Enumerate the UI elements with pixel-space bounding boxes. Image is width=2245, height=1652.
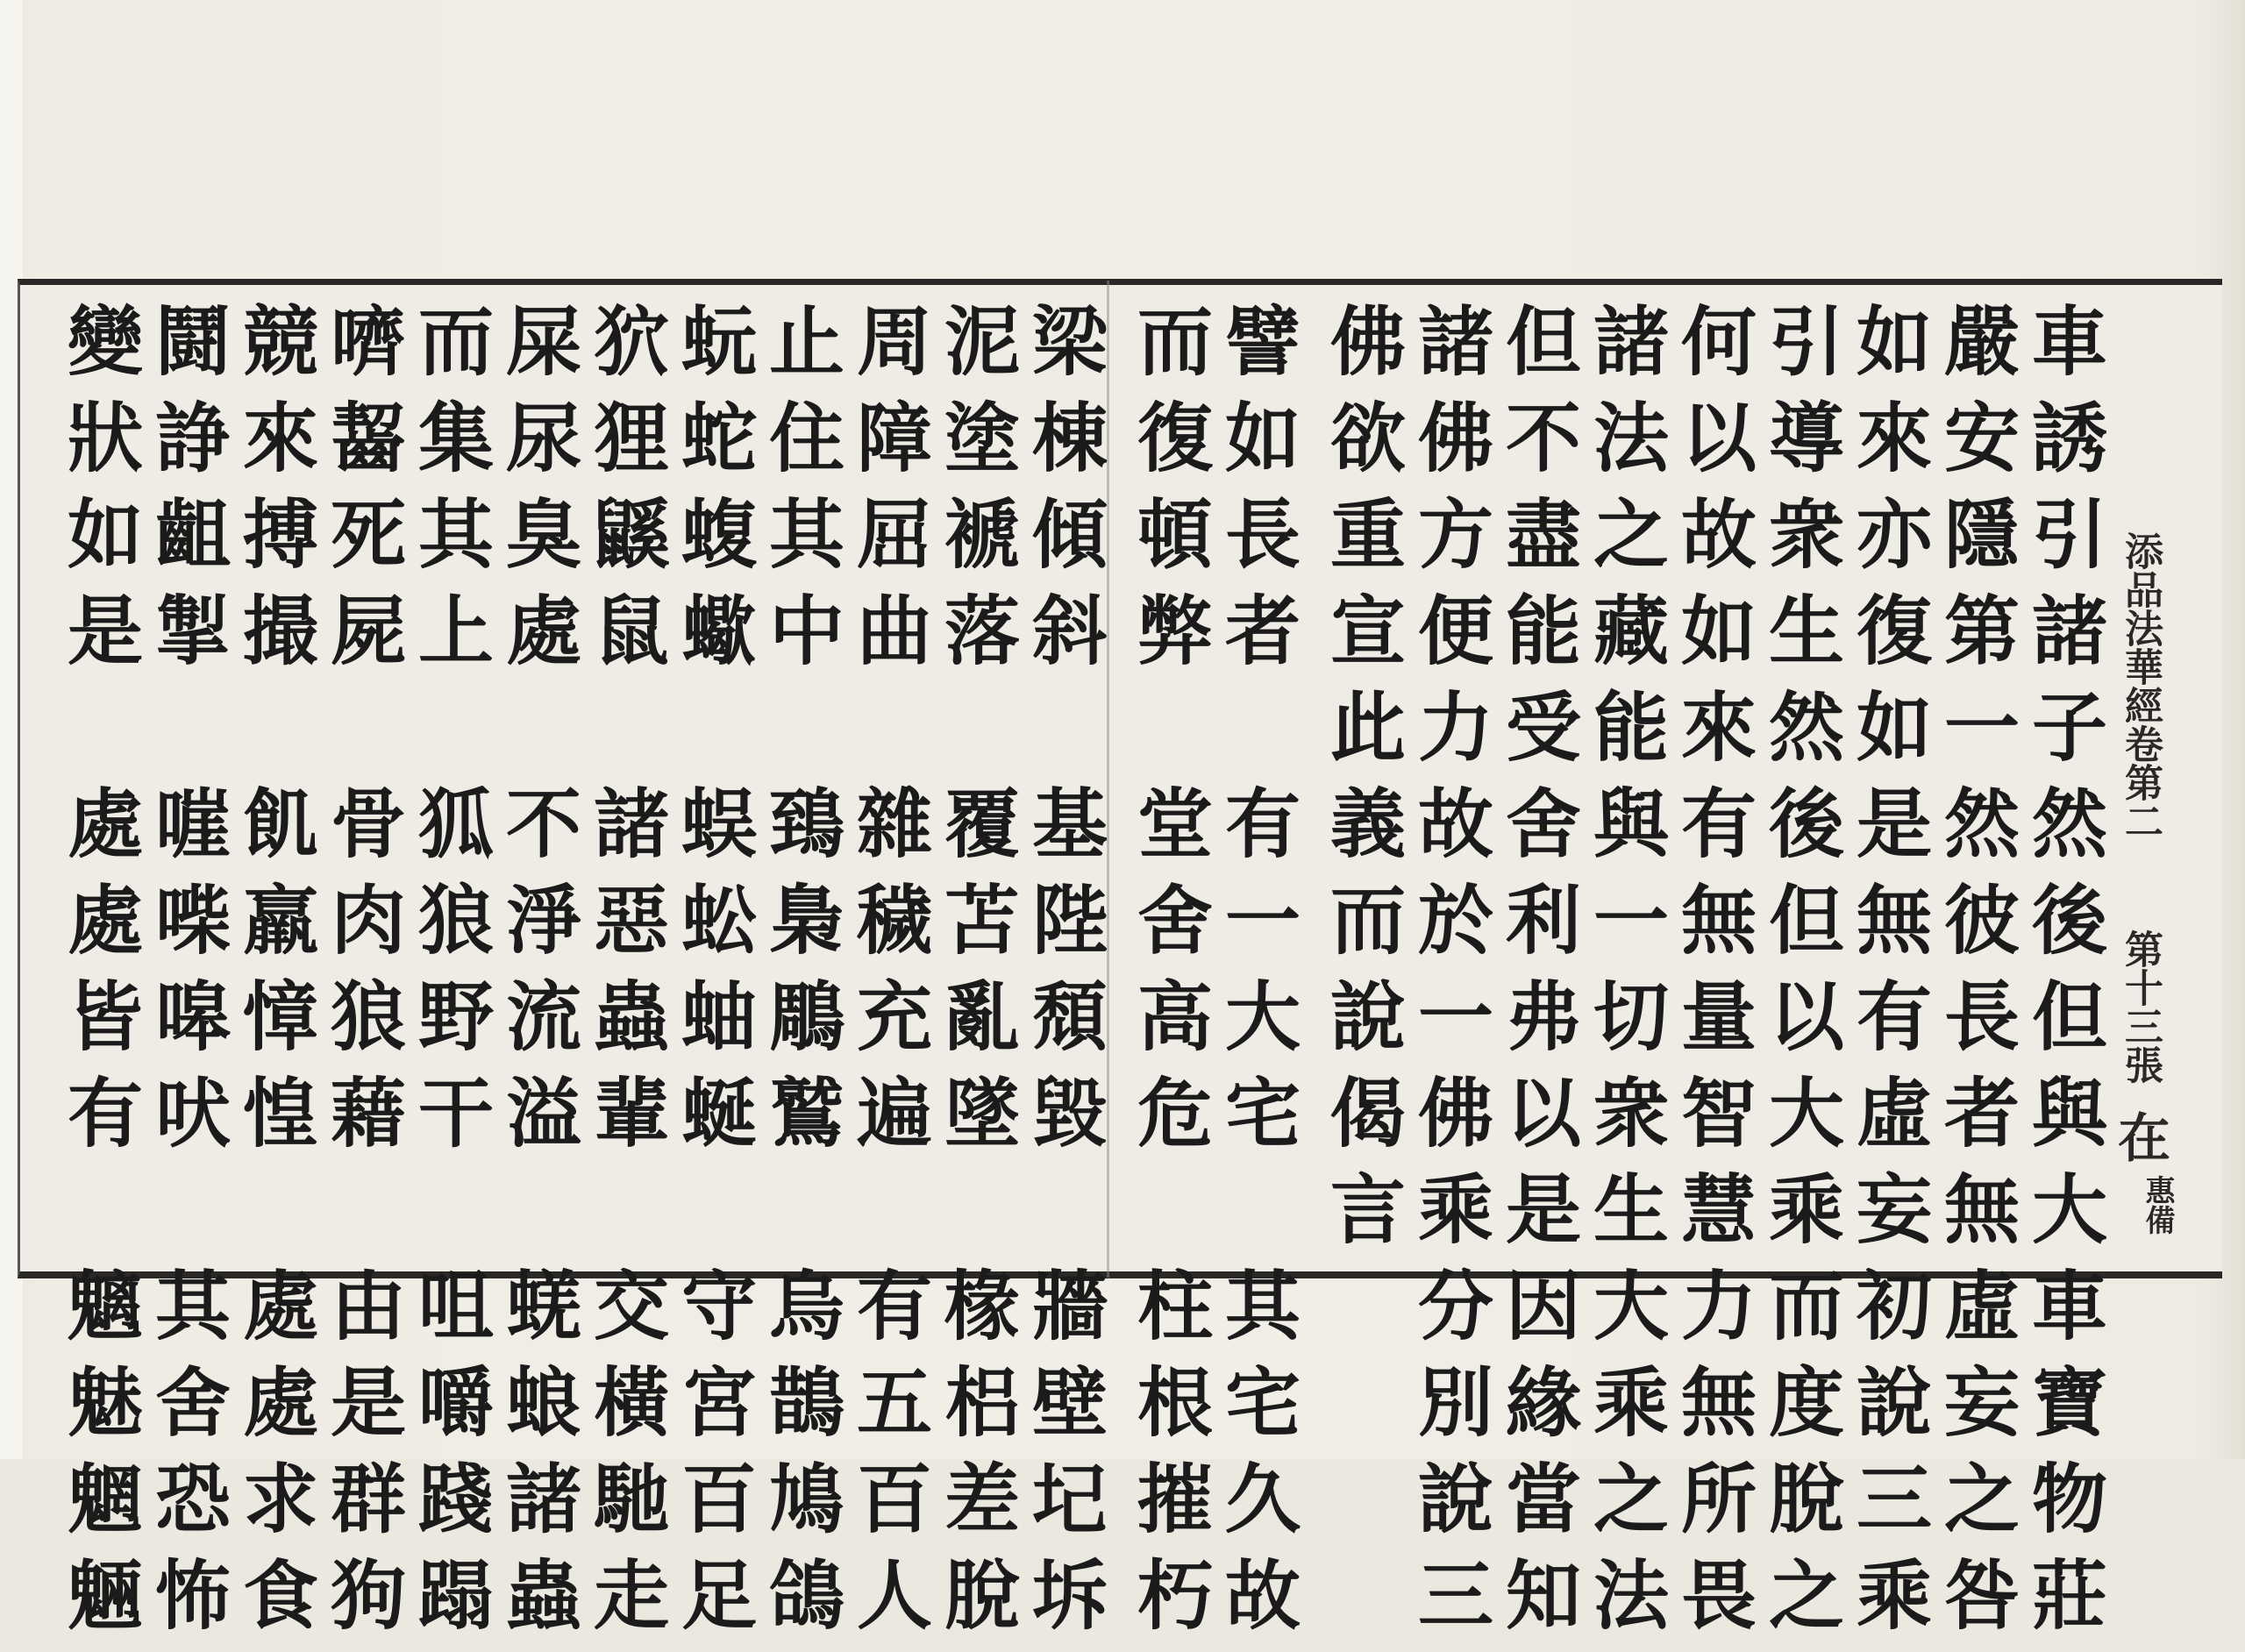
text-column-12: 梁棟傾斜 基陛頹毀 牆壁圮坼	[1019, 302, 1108, 1652]
carver-name: 惠備	[2140, 1175, 2175, 1235]
text-column-23: 變狀如是 處處皆有 魑魅魍魎	[54, 302, 143, 1652]
page-number: 第十三張	[2118, 929, 2163, 1084]
text-column-5: 何以故如來有無量智慧力無所畏	[1668, 302, 1757, 1652]
text-column-4: 引導衆生然後但以大乘而度脫之	[1756, 302, 1844, 1652]
text-column-1: 車誘引諸子然後但與大車寶物莊	[2019, 302, 2107, 1652]
text-column-15: 止住其中 鵄梟鵰鷲 烏鵲鳩鴿	[756, 302, 845, 1652]
text-column-22: 鬪諍齟掣 嘊喍嗥吠 其舍恐怖	[142, 302, 231, 1652]
text-column-2: 嚴安隱第一然彼長者無虛妄之咎	[1931, 302, 2020, 1652]
volume-title: 添品法華經卷第二	[2118, 531, 2163, 840]
text-column-21: 競來搏撮 飢羸慞惶 處處求食	[230, 302, 318, 1652]
text-column-19: 而集其上 狐狼野干 咀嚼踐蹋	[405, 302, 494, 1652]
text-column-13: 泥塗褫落 覆苫亂墜 椽梠差脫	[931, 302, 1020, 1652]
text-column-8: 諸佛方便力故於一佛乘分別說三	[1405, 302, 1493, 1652]
text-column-10: 譬如長者 有一大宅 其宅久故	[1212, 302, 1301, 1652]
text-column-18: 屎尿臭處 不淨流溢 蜣蜋諸蟲	[493, 302, 581, 1652]
text-column-9: 佛欲重宣此義而說偈言	[1317, 302, 1406, 1266]
text-column-14: 周障屈曲 雜穢充遍 有五百人	[844, 302, 932, 1652]
text-column-11: 而復頓弊 堂舍高危 柱根摧朽	[1124, 302, 1213, 1652]
text-column-6: 諸法之藏能與一切衆生大乘之法	[1580, 302, 1669, 1652]
carver-mark: 在	[2109, 1110, 2170, 1163]
text-column-16: 蚖蛇蝮蠍 蜈蚣蚰蜒 守宮百足	[668, 302, 757, 1652]
text-column-20: 嚌齧死屍 骨肉狼藉 由是群狗	[317, 302, 406, 1652]
text-column-7: 但不盡能受舍利弗以是因緣當知	[1493, 302, 1581, 1652]
text-column-3: 如來亦復如是無有虛妄初說三乘	[1843, 302, 1932, 1652]
text-column-17: 狖狸鼷鼠 諸惡蟲輩 交橫馳走	[581, 302, 669, 1652]
